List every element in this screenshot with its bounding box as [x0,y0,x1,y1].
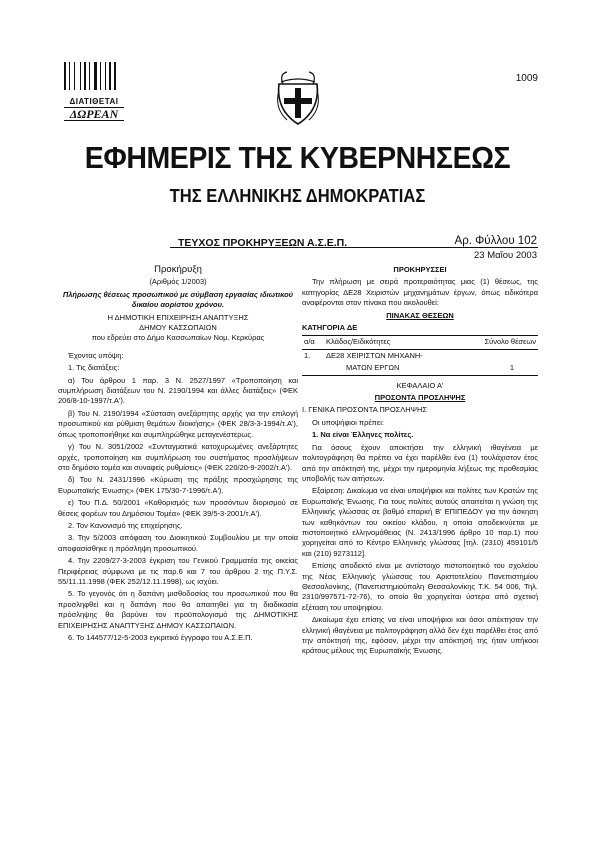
free-badge-line2: ΔΩΡΕΑΝ [64,107,124,121]
chapter-title: ΠΡΟΣΟΝΤΑ ΠΡΟΣΛΗΨΗΣ [374,393,466,403]
row-number: 1. [304,350,311,360]
chapter-label: ΚΕΦΑΛΑΙΟ Α' [396,380,444,390]
notice-subtitle: Πλήρωσης θέσεως προσωπικού με σύμβαση εργασίας ιδιωτικού δικαίου αορίστου χρόνου. [62,289,294,310]
considering-intro: Έχοντας υπόψη: [68,350,124,360]
provision-4: 4. Την 2209/27-3-2003 έγκριση του Γενικού Γραμματέα της οικείας Περιφέρειας σύμφωνα με τις παρ.6 και 7 του άρθρου 2 της Π.Υ.Σ. 55/11.11.1998 (ΦΕΚ 252/12.11.1998), ως ισχύει. [58,556,298,586]
candidates-intro: Οι υποψήφιοι πρέπει: [312,417,384,427]
notice-title: Προκήρυξη [154,264,202,275]
greek-coat-of-arms-icon [275,70,321,128]
provision-6: 6. Το 144577/12-5-2003 εγκριτικό έγγραφο του Α.Σ.Ε.Π. [68,633,253,642]
section-title: Ι. ΓΕΝΙΚΑ ΠΡΟΣΟΝΤΑ ΠΡΟΣΛΗΨΗΣ [302,405,428,415]
row-total: 1 [462,362,538,375]
requirement-1: 1. Να είναι Έλληνες πολίτες. [312,430,414,440]
provision-1c: γ) Του Ν. 3051/2002 «Συνταγματικά κατοχυρωμένες ανεξάρτητες αρχές, τροποποίηση και συμπλήρωση του συστήματος προσλήψεων στο δημόσιο τομέα και συναφείς ρυθμίσεις» (ΦΕΚ 220/20-9-2002/τ.Α'). [58,442,298,472]
employer-line-2: ΔΗΜΟΥ ΚΑΣΣΩΠΑΙΩΝ [139,323,217,333]
provision-1a: α) Του άρθρου 1 παρ. 3 Ν. 2527/1997 «Τροποποίηση και συμπλήρωση διατάξεων του Ν. 2190/1994 και άλλες διατάξεις» (ΦΕΚ 206/8-10-1997/τ.Α'). [58,375,298,406]
provision-1d: δ) Του Ν. 2431/1996 «Κύρωση της πράξης προσχώρησης της Ευρωπαϊκής Ένωσης» (ΦΕΚ 175/30-7-1996/τ.Α'). [58,475,298,495]
exception-paragraph: Εξαίρεση: Δικαίωμα να είναι υποψήφιοι και πολίτες των Κρατών της Ευρωπαϊκής Ένωσης. Για τους πολίτες αυτούς απαιτείται η γνώση της Ελληνικής γλώσσας σε βαθμό επαρκή Β' ΕΠΙΠΕΔΟΥ για την άσκηση των καθηκόντων του οικείου κλάδου, η οποία αποδεικνύεται με πιστοποιητικό ελληνομάθειας (Ν. 2413/1996 άρθρο 10 παρ.1) που χορηγείται από το Κέντρο Ελληνικής γλώσσας [τηλ. (2310) 459101/5 και (210) 9273112]. [302,486,538,558]
header-rule [170,247,538,248]
naturalized-paragraph: Δικαίωμα έχει επίσης να είναι υποψήφιοι και όσοι απέκτησαν την ελληνική ιθαγένεια με πολιτογράφηση αλλά δεν έχει παρέλθει έτος από την απόκτησή της, εφόσον, μέχρι την απόκτησή της ήταν υπήκοοι κράτους μέλους της Ευρωπαϊκής Ένωσης. [302,615,538,656]
publication-date: 23 Μαΐου 2003 [474,250,537,261]
republic-title: ΤΗΣ ΕΛΛΗΝΙΚΗΣ ΔΗΜΟΚΡΑΤΙΑΣ [169,186,426,206]
free-distribution-badge [64,97,124,121]
provision-1e: ε) Του Π.Δ. 50/2001 «Καθορισμός των προσόντων διορισμού σε θέσεις φορέων του Δημόσιου Τομέα» (ΦΕΚ 39/5-3-2001/τ.Α'). [58,498,298,518]
provision-1: 1. Τις διατάξεις: [68,363,120,373]
employer-seat: που εδρεύει στο Δήμο Κασσωπαίων Νομ. Κερκύρας [91,333,265,343]
gazette-title: ΕΦΗΜΕΡΙΣ ΤΗΣ ΚΥΒΕΡΝΗΣΕΩΣ [84,140,511,175]
provision-1b: β) Του Ν. 2190/1994 «Σύσταση ανεξάρτητης αρχής για την επιλογή προσωπικού και ρύθμιση θεμάτων διοικήσης» (ΦΕΚ 28/3-3-1994/τ.Α'), όπως τροποποιήθηκε και συμπληρώθηκε μεταγενέστερως. [58,408,298,439]
employer-line-1: Η ΔΗΜΟΤΙΚΗ ΕΠΙΧΕΙΡΗΣΗ ΑΝΑΠΤΥΞΗΣ [107,312,249,322]
row-specialty-line2: ΜΑΤΩΝ ΕΡΓΩΝ [324,362,462,375]
positions-table [302,335,538,375]
right-column [302,265,538,659]
table-header-no: α/α [302,336,324,349]
table-row [302,349,538,362]
left-column [58,265,298,645]
issue-type: ΤΕΥΧΟΣ ΠΡΟΚΗΡΥΞΕΩΝ Α.Σ.Ε.Π. [178,237,348,249]
table-header-total: Σύνολο θέσεων [462,336,538,349]
table-header-specialty: Κλάδος/Ειδικότητες [324,336,462,349]
row-specialty [324,349,462,362]
provision-3: 3. Την 5/2003 απόφαση του Διοικητικού Συμβουλίου με την οποία αποφασίσθηκε η πρόσληψη προσωπικού. [58,533,298,553]
sheet-number: Αρ. Φύλλου 102 [454,235,537,247]
free-badge-line1: ΔΙΑΤΙΘΕΤΑΙ [69,97,119,106]
page-number: 1009 [515,73,538,84]
provision-2: 2. Τον Κανονισμό της επιχείρησης. [68,520,183,530]
category-label: ΚΑΤΗΓΟΡΙΑ ΔΕ [302,323,358,333]
positions-table-title: ΠΙΝΑΚΑΣ ΘΕΣΕΩΝ [386,310,454,320]
requirement-1-text: Για όσους έχουν αποκτήσει την ελληνική ιθαγένεια με πολιτογράφηση θα πρέπει να έχει παρέλθει ένα (1) τουλάχιστον έτος από την απόκτησή της, μέχρι την ημερομηνία λήξεως της προθεσμίας υποβολής των αιτήσεων. [302,442,538,483]
certificate-paragraph: Επίσης αποδεκτό είναι με αντίστοιχο πιστοποιητικό του σχολείου της Νέας Ελληνικής γλώσσας του Αριστοτελείου Πανεπιστημίου Θεσσαλονίκης, (Πανεπιστημιούπολη Θεσσαλονίκης Τ.Κ. 54 006, Τηλ. 2310/997571-72-76), το οποίο θα χορηγείται ύστερα από σχετική εξέταση του υποψηφίου. [302,561,538,612]
provision-5: 5. Το γεγονός ότι η δαπάνη μισθοδοσίας του προσωπικού που θα προσληφθεί και η δαπάνη που θα απαιτηθεί για τη διαδικασία πρόσληψης θα βαρύνει τον προϋπολογισμό της ΔΗΜΟΤΙΚΗΣ ΕΠΙΧΕΙΡΗΣΗΣ ΑΝΑΠΤΥΞΗΣ ΔΗΜΟΥ ΚΑΣΣΩΠΑΙΩΝ. [58,589,298,630]
proclamation-intro: Την πλήρωση με σειρά προτεραιότητας μιας (1) θέσεως, της κατηγορίας ΔΕ28 Χειριστών μηχανημάτων έργων, όπως ειδικότερα αναφέρονται στον πίνακα που ακολουθεί: [302,277,538,308]
table-row [302,362,538,375]
notice-number: (Αριθμός 1/2003) [149,277,207,287]
proclaims-heading: ΠΡΟΚΗΡΥΣΣΕΙ [393,265,447,274]
barcode [64,62,124,90]
row-specialty-line1: ΔΕ28 ΧΕΙΡΙΣΤΩΝ ΜΗΧΑΝΗ- [326,350,423,360]
